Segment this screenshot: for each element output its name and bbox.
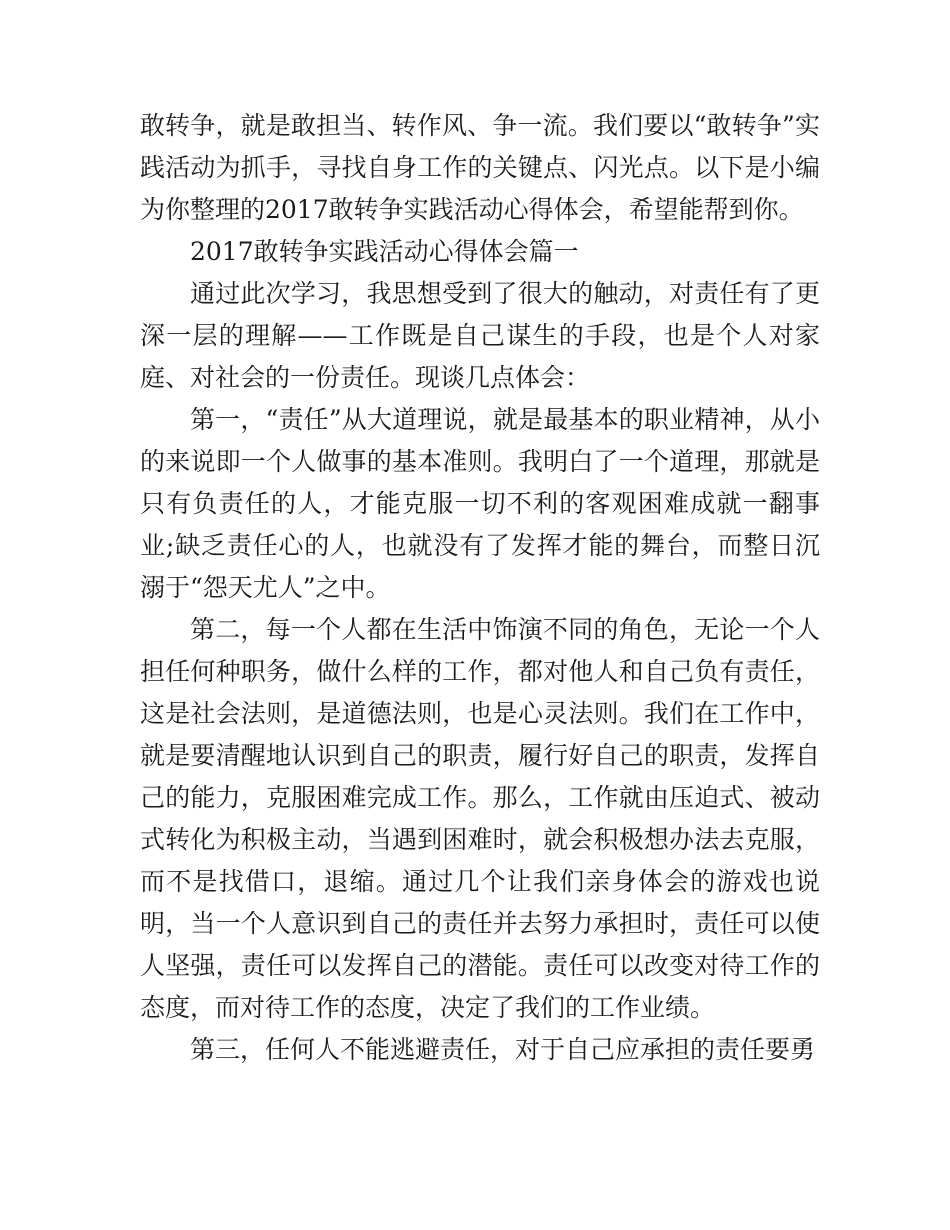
body-paragraph-2: 第一，“责任”从大道理说，就是最基本的职业精神，从小的来说即一个人做事的基本准则。我明白了一个道理，那就是只有负责任的人，才能克服一切不利的客观困难成就一翻事业;缺乏责任心的人，也就没有了发挥才能的舞台，而整日沉溺于“怨天尤人”之中。: [140, 405, 820, 602]
document-body: [140, 105, 820, 1071]
body-paragraph-1: 通过此次学习，我思想受到了很大的触动，对责任有了更深一层的理解——工作既是自己谋生的手段，也是个人对家庭、对社会的一份责任。现谈几点体会：: [140, 279, 820, 392]
intro-paragraph: 敢转争，就是敢担当、转作风、争一流。我们要以“敢转争”实践活动为抓手，寻找自身工作的关键点、闪光点。以下是小编为你整理的2017敢转争实践活动心得体会，希望能帮到你。: [140, 111, 820, 224]
body-paragraph-3: 第二，每一个人都在生活中饰演不同的角色，无论一个人担任何种职务，做什么样的工作，都对他人和自己负有责任，这是社会法则，是道德法则，也是心灵法则。我们在工作中，就是要清醒地认识到自己的职责，履行好自己的职责，发挥自己的能力，克服困难完成工作。那么，工作就由压迫式、被动式转化为积极主动，当遇到困难时，就会积极想办法去克服，而不是找借口，退缩。通过几个让我们亲身体会的游戏也说明，当一个人意识到自己的责任并去努力承担时，责任可以使人坚强，责任可以发挥自己的潜能。责任可以改变对待工作的态度，而对待工作的态度，决定了我们的工作业绩。: [140, 615, 820, 1022]
body-paragraph-4: 第三，任何人不能逃避责任，对于自己应承担的责任要勇: [190, 1035, 816, 1064]
section-heading: 2017敢转争实践活动心得体会篇一: [190, 237, 579, 266]
